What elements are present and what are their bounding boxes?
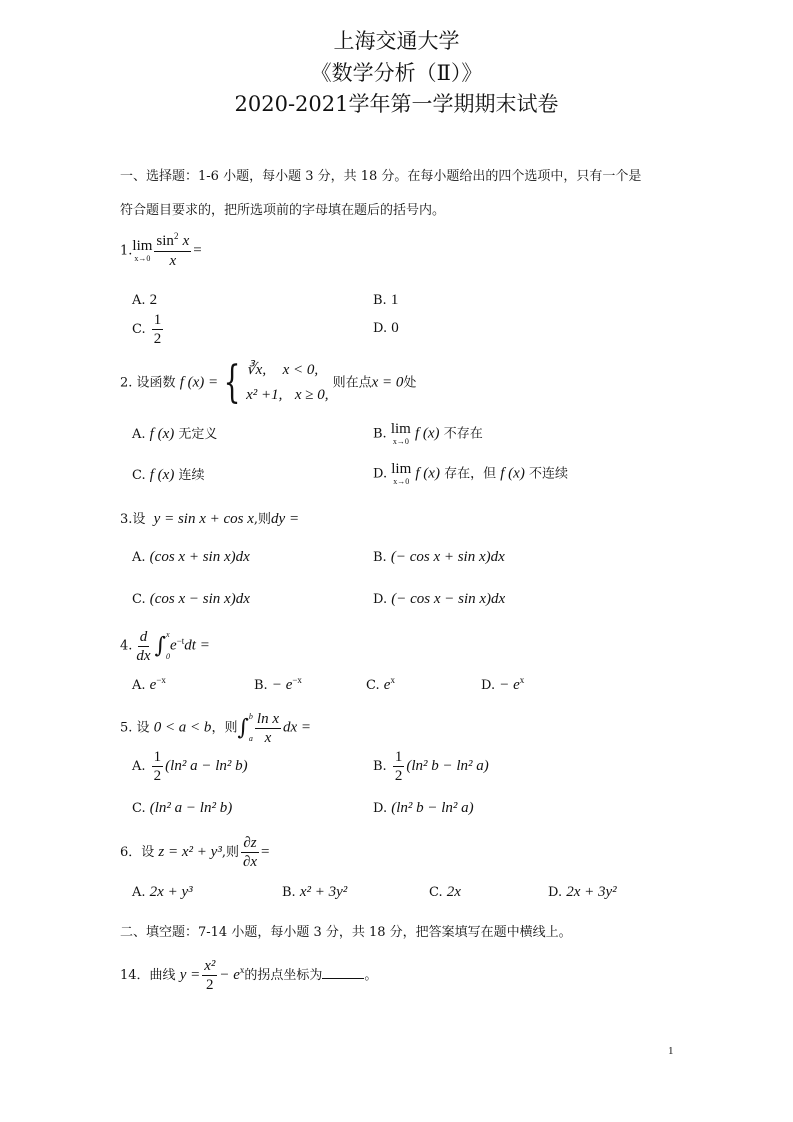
q14-answer-blank[interactable] — [322, 966, 364, 979]
exam-title: 2020-2021学年第一学期期末试卷 — [234, 92, 559, 116]
section1-instructions-line2: 符合题目要求的，把所选项前的字母填在题后的括号内。 — [120, 203, 446, 218]
question-5: 5. 设 0 < a < b，则∫ b a $\frac{\text{ln x}}{x}$ dx = — [120, 710, 312, 746]
q5-option-c: C. (ln² a − ln² b) — [132, 800, 233, 816]
section2-instructions: 二、填空题：7-14 小题，每小题 3 分，共 18 分，把答案填写在题中横线上。 — [120, 925, 572, 940]
q2-option-d: D. lim x→0 f (x) 存在，但 f (x) 不连续 — [373, 461, 568, 486]
school-title: 上海交通大学 — [333, 29, 460, 53]
page-number: 1 — [668, 1045, 674, 1057]
q2-option-c: C. f (x) 连续 — [132, 467, 205, 483]
q6-option-c: C. 2x — [429, 884, 461, 900]
q2-option-a: A. f (x) 无定义 — [132, 426, 218, 442]
q5-option-d: D. (ln² b − ln² a) — [373, 800, 474, 816]
q1-fraction: $\frac{\sin^2 x}{x}$ — [156, 231, 190, 269]
q1-limit: lim x→0 — [132, 238, 153, 263]
q1-option-b: B. 1 — [373, 292, 399, 308]
course-title: 《数学分析（Ⅱ）》 — [310, 61, 483, 85]
q3-option-a: A. (cos x + sin x)dx — [132, 549, 250, 565]
q3-option-d: D. (− cos x − sin x)dx — [373, 591, 506, 607]
q4-option-b: B. − $e^{-x}$ — [254, 675, 302, 693]
q3-option-c: C. (cos x − sin x)dx — [132, 591, 250, 607]
q4-option-a: A. $e^{-x}$ — [132, 675, 166, 693]
q1-option-d: D. 0 — [373, 320, 399, 336]
q1-option-a: A. 2 — [132, 292, 158, 308]
q1-option-c: C. $\frac{1}{2}$ — [132, 312, 162, 347]
q5-option-b: B. $\frac{1}{2}$ (ln² b − ln² a) — [373, 749, 489, 784]
q2-option-b: B. lim x→0 f (x) 不存在 — [373, 421, 483, 446]
q5-option-a: A. $\frac{1}{2}$ (ln² a − ln² b) — [132, 749, 248, 784]
q1-equals: = — [193, 242, 202, 259]
q6-option-b: B. x² + 3y² — [282, 884, 348, 900]
q4-option-c: C. $e^x$ — [366, 675, 395, 693]
question-3: 3.设 y = sin x + cos x,则dy = — [120, 511, 300, 527]
question-4: 4. $\frac{d}{dx}$ ∫ x 0 $e^{-t}dt$ = — [120, 628, 210, 664]
question-14: 14．曲线 y = $\frac{\text{x²}}{2}$ − $e^x$的拐点坐标为 。 — [120, 958, 378, 993]
question-6: 6．设 z = x² + y³,则 $\frac{\partial z}{\partial x}$ = — [120, 835, 270, 870]
q6-option-d: D. 2x + 3y² — [548, 884, 617, 900]
question-1 — [120, 232, 202, 270]
q4-option-d: D. − $e^x$ — [481, 675, 525, 693]
q3-option-b: B. (− cos x + sin x)dx — [373, 549, 505, 565]
q6-option-a: A. 2x + y³ — [132, 884, 193, 900]
q1-number: 1. — [120, 243, 133, 259]
question-2: 2. 设函数 f (x) = { ∛x, x < 0, x² +1, x ≥ 0, 则在点x = 0处 — [120, 357, 417, 408]
section1-instructions-line1: 一、选择题：1-6 小题，每小题 3 分，共 18 分。在每小题给出的四个选项中，只有一个是 — [120, 169, 642, 184]
